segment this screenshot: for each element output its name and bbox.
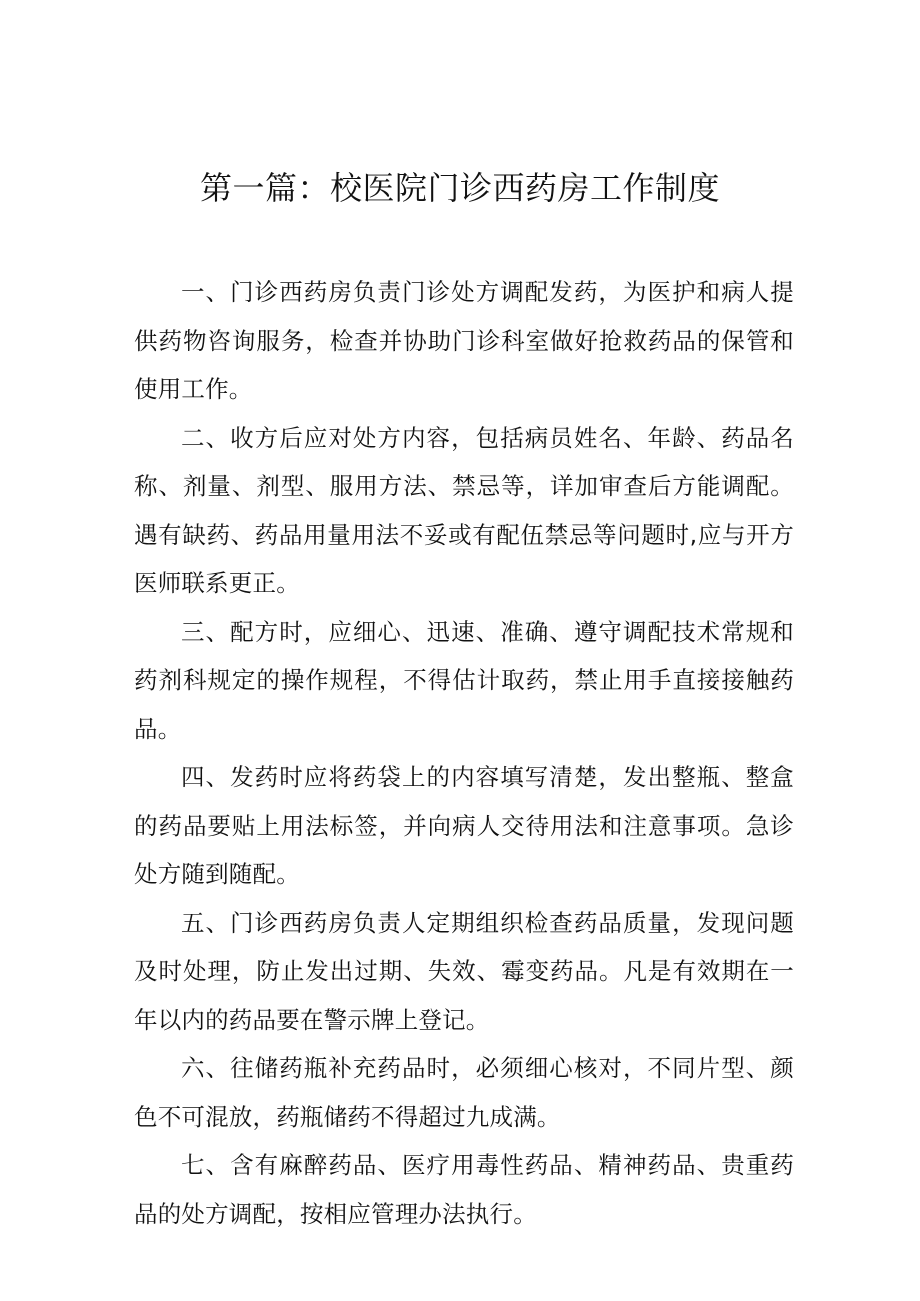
paragraph-4: 四、发药时应将药袋上的内容填写清楚，发出整瓶、整盒的药品要贴上用法标签，并向病人交待用法和注意事项。急诊处方随到随配。 — [134, 763, 794, 888]
document-body — [134, 268, 794, 1238]
document-title: 第一篇：校医院门诊西药房工作制度 — [199, 169, 720, 207]
paragraph-6: 六、往储药瓶补充药品时，必须细心核对，不同片型、颜色不可混放，药瓶储药不得超过九成满。 — [134, 1054, 794, 1131]
paragraph-1: 一、门诊西药房负责门诊处方调配发药，为医护和病人提供药物咨询服务，检查并协助门诊科室做好抢救药品的保管和使用工作。 — [134, 278, 794, 403]
paragraph-3: 三、配方时，应细心、迅速、准确、遵守调配技术常规和药剂科规定的操作规程，不得估计取药，禁止用手直接接触药品。 — [134, 617, 794, 743]
paragraph-7: 七、含有麻醉药品、医疗用毒性药品、精神药品、贵重药品的处方调配，按相应管理办法执行。 — [134, 1151, 794, 1228]
paragraph-5: 五、门诊西药房负责人定期组织检查药品质量，发现问题及时处理，防止发出过期、失效、霉变药品。凡是有效期在一年以内的药品要在警示牌上登记。 — [134, 908, 794, 1034]
paragraph-2: 二、收方后应对处方内容，包括病员姓名、年龄、药品名称、剂量、剂型、服用方法、禁忌等，详加审查后方能调配。遇有缺药、药品用量用法不妥或有配伍禁忌等问题时,应与开方医师联系更正。 — [134, 423, 794, 597]
